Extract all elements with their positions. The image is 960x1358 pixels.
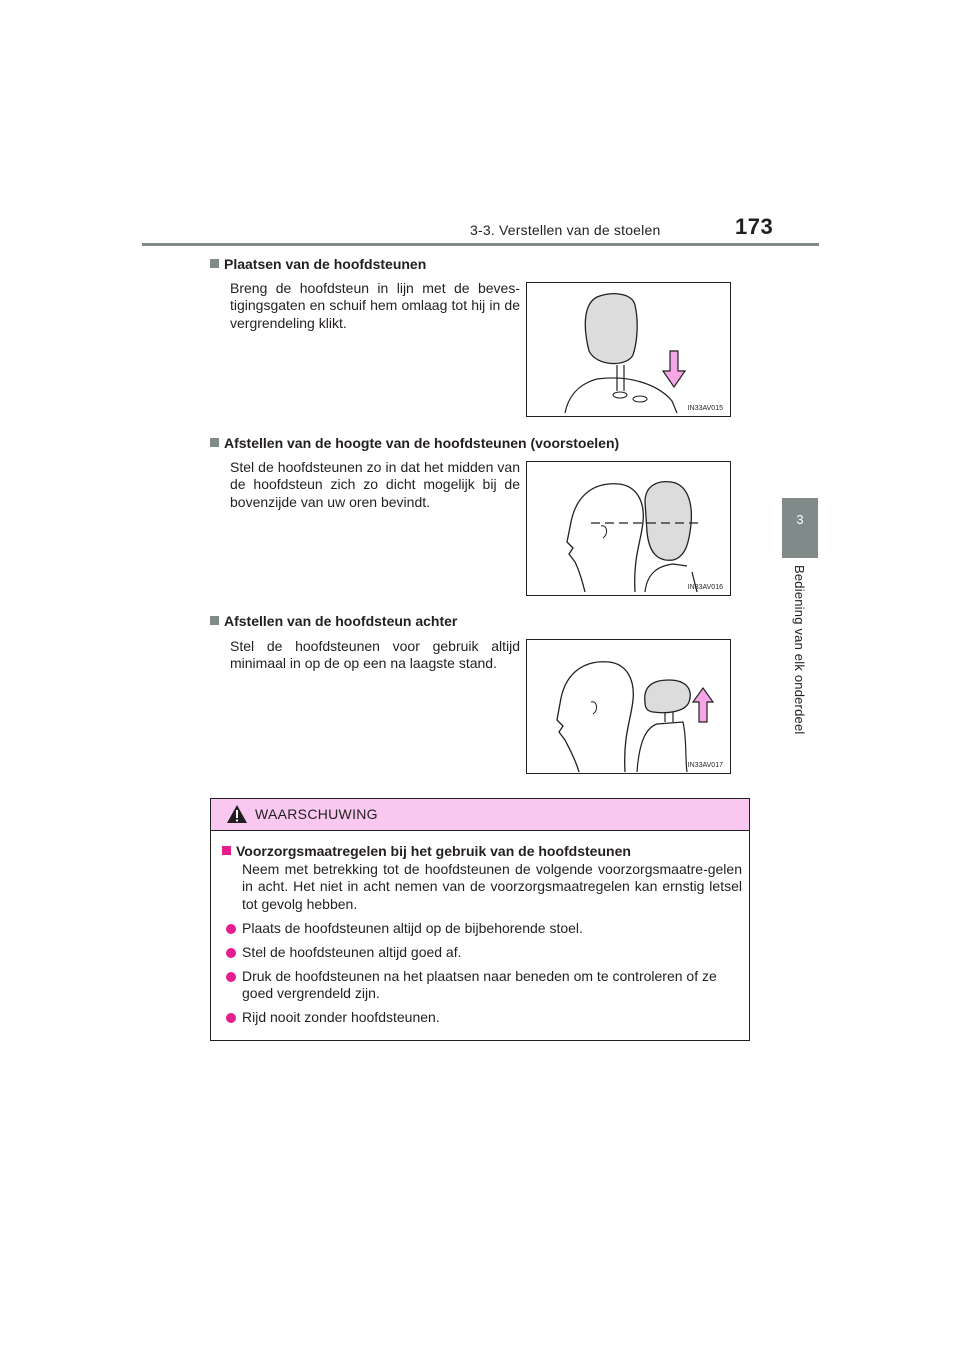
round-bullet-icon — [226, 972, 236, 982]
page-number: 173 — [735, 214, 774, 239]
section-heading-rear: Afstellen van de hoofdsteun achter — [210, 613, 457, 629]
square-bullet-icon — [210, 616, 219, 625]
chapter-title: Bediening van elk onderdeel — [792, 565, 807, 735]
figure-code: IN33AV015 — [687, 405, 723, 412]
section-text-rear: Stel de hoofdsteunen voor gebruik altijd minimaal in op de op een na laagste stand. — [230, 638, 520, 672]
figure-headrest-rear — [526, 639, 731, 774]
figure-code: IN33AV017 — [687, 762, 723, 769]
chapter-title-vertical — [770, 565, 830, 765]
square-bullet-icon — [222, 846, 231, 855]
section-heading-placing: Plaatsen van de hoofdsteunen — [210, 256, 426, 272]
round-bullet-icon — [226, 924, 236, 934]
square-bullet-icon — [210, 259, 219, 268]
section-title: 3-3. Verstellen van de stoelen — [470, 222, 661, 238]
chapter-number: 3 — [796, 512, 804, 527]
square-bullet-icon — [210, 438, 219, 447]
warning-header — [211, 799, 749, 831]
warning-box — [210, 798, 750, 1041]
figure-code: IN33AV016 — [687, 584, 723, 591]
warning-triangle-icon — [226, 804, 248, 824]
section-heading-height: Afstellen van de hoogte van de hoofdsteunen (voorstoelen) — [210, 435, 619, 451]
round-bullet-icon — [226, 1013, 236, 1023]
warning-heading: Voorzorgsmaatregelen bij het gebruik van de hoofdsteunen — [222, 843, 631, 859]
header-rule — [142, 243, 819, 246]
warning-label: WAARSCHUWING — [255, 806, 378, 822]
warning-bullet: Druk de hoofdsteunen na het plaatsen naar beneden om te controleren of ze goed vergrendeld zijn. — [226, 968, 746, 1003]
warning-intro: Neem met betrekking tot de hoofdsteunen de volgende voorzorgsmaatre-gelen in acht. Het niet in acht nemen van de voorzorgsmaatregelen kan ernstig letsel tot gevolg hebben. — [242, 861, 742, 912]
warning-bullet: Stel de hoofdsteunen altijd goed af. — [226, 944, 746, 961]
round-bullet-icon — [226, 948, 236, 958]
figure-headrest-install — [526, 282, 731, 417]
section-text-placing: Breng de hoofdsteun in lijn met de beves-tigingsgaten en schuif hem omlaag tot hij in de vergrendeling klikt. — [230, 280, 520, 331]
chapter-tab — [782, 498, 818, 558]
figure-headrest-height — [526, 461, 731, 596]
warning-bullet: Rijd nooit zonder hoofdsteunen. — [226, 1009, 746, 1026]
warning-bullet: Plaats de hoofdsteunen altijd op de bijbehorende stoel. — [226, 920, 746, 937]
section-text-height: Stel de hoofdsteunen zo in dat het midden van de hoofdsteun zich zo dicht mogelijk bij de bovenzijde van uw oren bevindt. — [230, 459, 520, 510]
